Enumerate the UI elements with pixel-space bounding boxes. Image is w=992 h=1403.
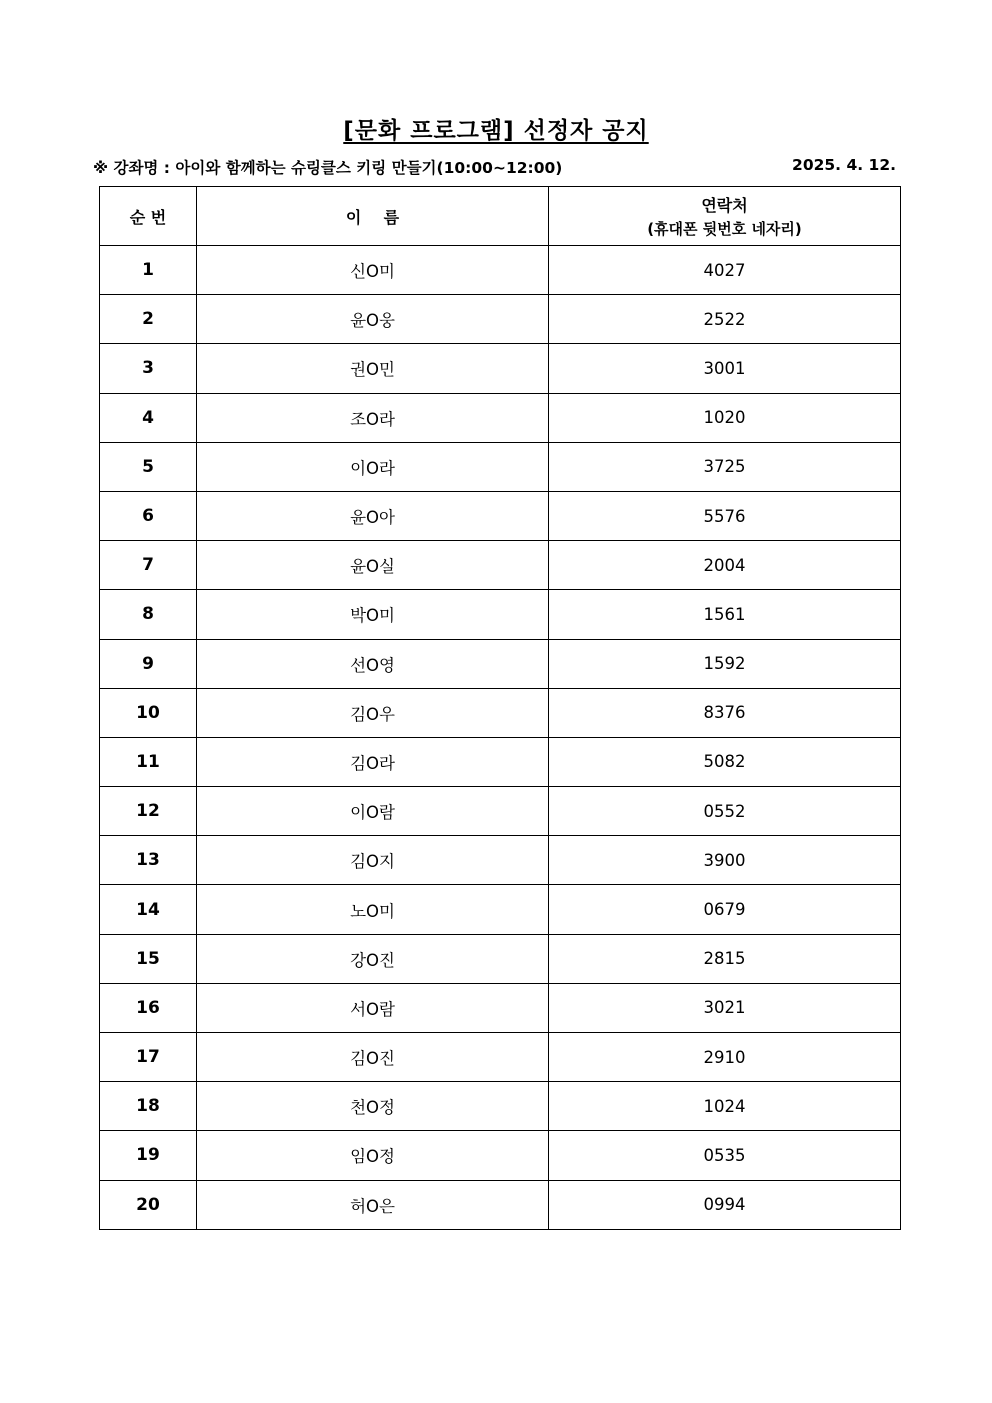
row-contact: 2522	[549, 295, 901, 344]
row-name: 김O지	[197, 836, 549, 885]
row-number: 11	[100, 737, 197, 786]
row-number: 6	[100, 491, 197, 540]
row-number: 7	[100, 541, 197, 590]
row-name: 김O진	[197, 1033, 549, 1082]
document-title	[0, 112, 992, 145]
row-number: 17	[100, 1033, 197, 1082]
row-number: 19	[100, 1131, 197, 1180]
row-contact: 3001	[549, 344, 901, 393]
row-name: 신O미	[197, 246, 549, 295]
row-number: 12	[100, 787, 197, 836]
table-row	[100, 688, 901, 737]
header-contact	[549, 187, 901, 246]
table-row	[100, 295, 901, 344]
row-name: 김O우	[197, 688, 549, 737]
row-contact: 8376	[549, 688, 901, 737]
table-header-row	[100, 187, 901, 246]
table-row	[100, 1180, 901, 1229]
table-row	[100, 1131, 901, 1180]
row-number: 2	[100, 295, 197, 344]
row-contact: 4027	[549, 246, 901, 295]
row-contact: 0552	[549, 787, 901, 836]
row-name: 이O람	[197, 787, 549, 836]
table-row	[100, 246, 901, 295]
row-number: 4	[100, 393, 197, 442]
row-name: 선O영	[197, 639, 549, 688]
table-row	[100, 836, 901, 885]
row-contact: 2910	[549, 1033, 901, 1082]
row-number: 1	[100, 246, 197, 295]
row-name: 서O람	[197, 983, 549, 1032]
row-contact: 0994	[549, 1180, 901, 1229]
row-number: 3	[100, 344, 197, 393]
header-contact-sub: (휴대폰 뒷번호 네자리)	[647, 220, 802, 238]
row-contact: 0679	[549, 885, 901, 934]
row-contact: 2004	[549, 541, 901, 590]
row-name: 노O미	[197, 885, 549, 934]
row-name: 김O라	[197, 737, 549, 786]
row-contact: 3725	[549, 442, 901, 491]
header-number: 순 번	[100, 187, 197, 246]
row-contact: 3900	[549, 836, 901, 885]
table-row	[100, 1082, 901, 1131]
row-contact: 0535	[549, 1131, 901, 1180]
table-row	[100, 737, 901, 786]
row-number: 15	[100, 934, 197, 983]
row-number: 16	[100, 983, 197, 1032]
document-title-text: [문화 프로그램] 선정자 공지	[343, 118, 649, 144]
row-number: 20	[100, 1180, 197, 1229]
row-name: 강O진	[197, 934, 549, 983]
table-row	[100, 590, 901, 639]
row-number: 5	[100, 442, 197, 491]
row-name: 윤O실	[197, 541, 549, 590]
table-row	[100, 934, 901, 983]
selectee-table	[99, 186, 901, 1230]
row-contact: 1592	[549, 639, 901, 688]
notice-date: 2025. 4. 12.	[792, 156, 896, 174]
table-row	[100, 491, 901, 540]
row-contact: 2815	[549, 934, 901, 983]
row-contact: 1561	[549, 590, 901, 639]
table-row	[100, 787, 901, 836]
row-number: 14	[100, 885, 197, 934]
course-name: ※ 강좌명 : 아이와 함께하는 슈링클스 키링 만들기(10:00~12:00)	[93, 159, 563, 177]
row-name: 권O민	[197, 344, 549, 393]
table-row	[100, 983, 901, 1032]
row-contact: 3021	[549, 983, 901, 1032]
table-row	[100, 541, 901, 590]
table-row	[100, 1033, 901, 1082]
row-name: 천O정	[197, 1082, 549, 1131]
row-name: 조O라	[197, 393, 549, 442]
row-contact: 5576	[549, 491, 901, 540]
table-row	[100, 393, 901, 442]
row-contact: 5082	[549, 737, 901, 786]
row-name: 임O정	[197, 1131, 549, 1180]
row-contact: 1020	[549, 393, 901, 442]
row-name: 이O라	[197, 442, 549, 491]
table-row	[100, 442, 901, 491]
header-contact-label: 연락처	[701, 196, 748, 215]
course-info-line	[93, 156, 896, 180]
table-row	[100, 639, 901, 688]
row-name: 윤O아	[197, 491, 549, 540]
table-row	[100, 885, 901, 934]
row-number: 9	[100, 639, 197, 688]
row-number: 13	[100, 836, 197, 885]
row-name: 윤O웅	[197, 295, 549, 344]
row-number: 18	[100, 1082, 197, 1131]
row-contact: 1024	[549, 1082, 901, 1131]
table-row	[100, 344, 901, 393]
row-name: 허O은	[197, 1180, 549, 1229]
row-number: 8	[100, 590, 197, 639]
header-name: 이 름	[197, 187, 549, 246]
row-name: 박O미	[197, 590, 549, 639]
row-number: 10	[100, 688, 197, 737]
